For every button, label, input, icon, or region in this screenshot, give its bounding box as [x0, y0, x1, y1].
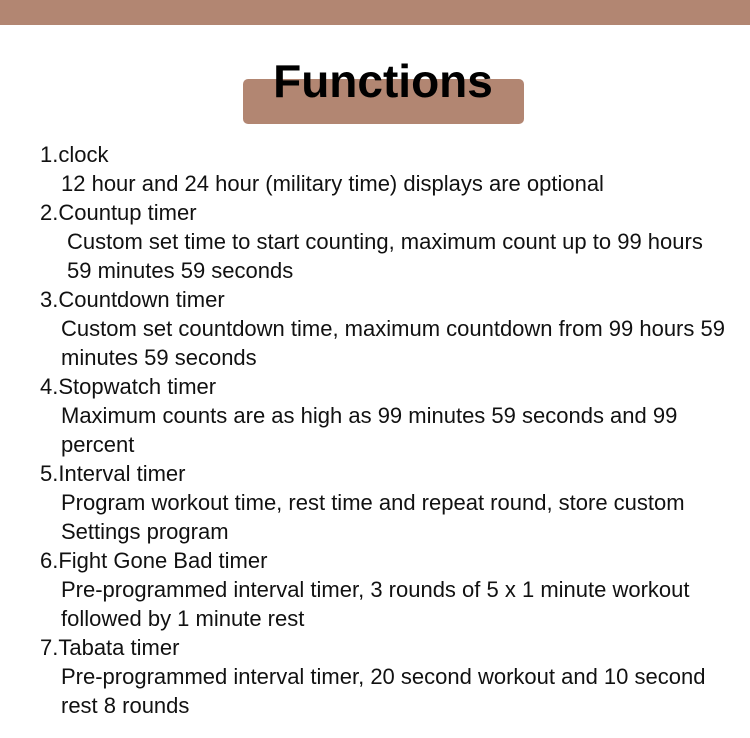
- title-banner: [0, 52, 750, 132]
- list-item: [40, 372, 730, 459]
- page-title: Functions: [273, 55, 493, 107]
- item-description: Pre-programmed interval timer, 20 second workout and 10 second rest 8 rounds: [61, 664, 706, 718]
- item-heading: 5.Interval timer: [40, 461, 186, 486]
- item-description: Pre-programmed interval timer, 3 rounds of 5 x 1 minute workout followed by 1 minute rest: [61, 577, 690, 631]
- item-description: 12 hour and 24 hour (military time) displays are optional: [61, 171, 604, 196]
- item-heading: 3.Countdown timer: [40, 287, 225, 312]
- list-item: [40, 633, 730, 720]
- list-item: [40, 140, 730, 198]
- list-item: [40, 198, 730, 285]
- item-description: Maximum counts are as high as 99 minutes 59 seconds and 99 percent: [61, 403, 678, 457]
- item-description: Custom set time to start counting, maximum count up to 99 hours 59 minutes 59 seconds: [67, 229, 703, 283]
- item-heading: 4.Stopwatch timer: [40, 374, 217, 399]
- list-item: [40, 285, 730, 372]
- item-heading: 7.Tabata timer: [40, 635, 180, 660]
- item-description: Program workout time, rest time and repeat round, store custom Settings program: [61, 490, 685, 544]
- item-heading: 6.Fight Gone Bad timer: [40, 548, 268, 573]
- top-accent-bar: [0, 0, 750, 25]
- list-item: [40, 546, 730, 633]
- item-heading: 1.clock: [40, 142, 109, 167]
- list-item: [40, 459, 730, 546]
- item-heading: 2.Countup timer: [40, 200, 197, 225]
- item-description: Custom set countdown time, maximum countdown from 99 hours 59 minutes 59 seconds: [61, 316, 725, 370]
- function-list: [40, 140, 730, 720]
